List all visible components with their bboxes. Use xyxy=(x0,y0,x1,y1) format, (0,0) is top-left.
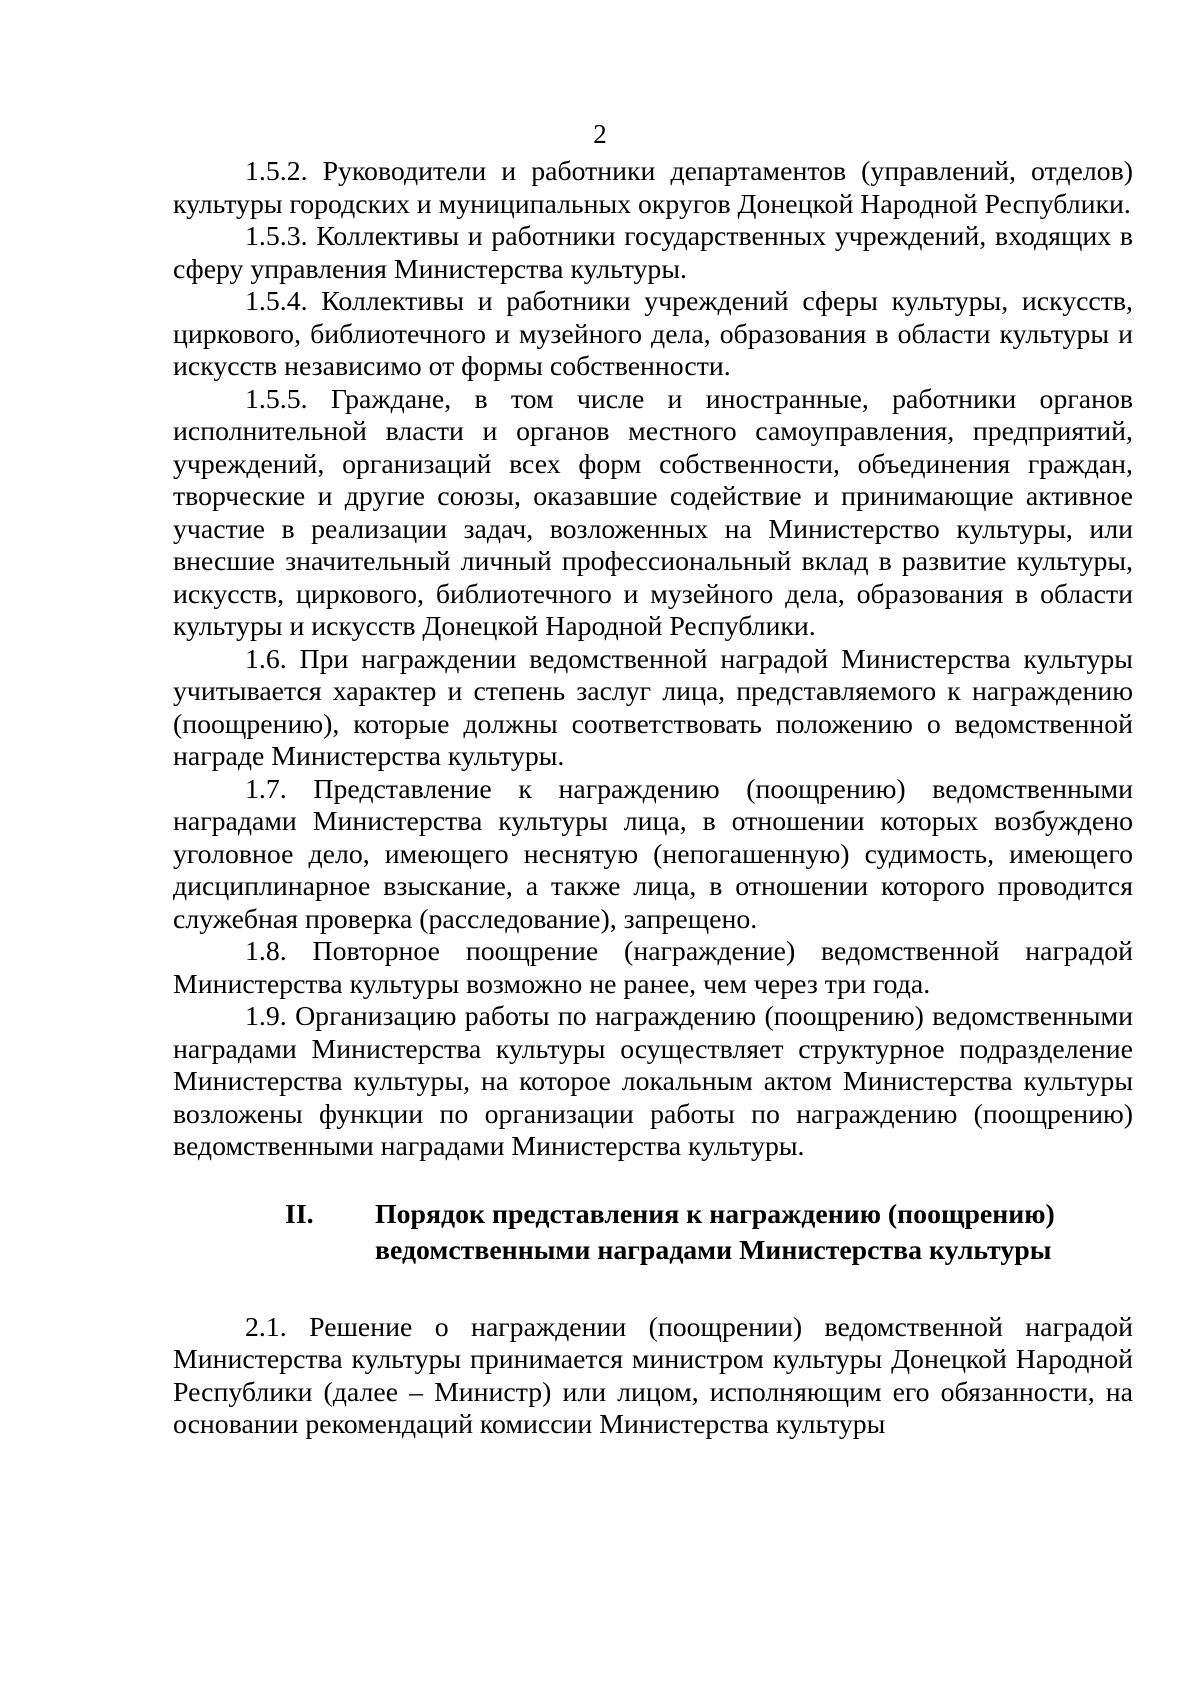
paragraph-1-5-4: 1.5.4. Коллективы и работники учреждений сферы культуры, искусств, циркового, библиотечного и музейного дела, образования в области культуры и искусств независимо от формы собственности. xyxy=(173,286,1133,382)
paragraph-1-5-2: 1.5.2. Руководители и работники департаментов (управлений, отделов) культуры городских и муниципальных округов Донецкой Народной Республики. xyxy=(173,156,1133,220)
section-heading xyxy=(173,1197,1133,1269)
paragraph-2-1: 2.1. Решение о награждении (поощрении) ведомственной наградой Министерства культуры принимается министром культуры Донецкой Народной Республики (далее – Министр) или лицом, исполняющим его обязанности, на основании рекомендаций комиссии Министерства культуры xyxy=(173,1311,1133,1440)
section-title: Порядок представления к награждению (поощрению) ведомственными наградами Министерства культуры xyxy=(375,1198,1055,1266)
paragraph-1-7: 1.7. Представление к награждению (поощрению) ведомственными наградами Министерства культуры лица, в отношении которых возбуждено уголовное дело, имеющего неснятую (непогашенную) судимость, имеющего дисциплинарное взыскание, а также лица, в отношении которого проводится служебная проверка (расследование), запрещено. xyxy=(173,773,1133,935)
paragraph-1-5-3: 1.5.3. Коллективы и работники государственных учреждений, входящих в сферу управления Министерства культуры. xyxy=(173,221,1133,285)
section-number: II. xyxy=(285,1198,314,1230)
section-spacer xyxy=(173,1269,1133,1312)
document-body xyxy=(173,156,1133,1442)
paragraph-1-6: 1.6. При награждении ведомственной наградой Министерства культуры учитывается характер и степень заслуг лица, представляемого к награждению (поощрению), которые должны соответствовать положению о ведомственной награде Министерства культуры. xyxy=(173,643,1133,772)
page-number: 2 xyxy=(593,119,607,149)
paragraph-1-5-5: 1.5.5. Граждане, в том числе и иностранные, работники органов исполнительной власти и органов местного самоуправления, предприятий, учреждений, организаций всех форм собственности, объединения граждан, творческие и другие союзы, оказавшие содействие и принимающие активное участие в реализации задач, возложенных на Министерство культуры, или внесшие значительный личный профессиональный вклад в развитие культуры, искусств, циркового, библиотечного и музейного дела, образования в области культуры и искусств Донецкой Народной Республики. xyxy=(173,383,1133,642)
paragraph-1-8: 1.8. Повторное поощрение (награждение) ведомственной наградой Министерства культуры возможно не ранее, чем через три года. xyxy=(173,936,1133,1000)
paragraph-1-9: 1.9. Организацию работы по награждению (поощрению) ведомственными наградами Министерства культуры осуществляет структурное подразделение Министерства культуры, на которое локальным актом Министерства культуры возложены функции по организации работы по награждению (поощрению) ведомственными наградами Министерства культуры. xyxy=(173,1001,1133,1162)
